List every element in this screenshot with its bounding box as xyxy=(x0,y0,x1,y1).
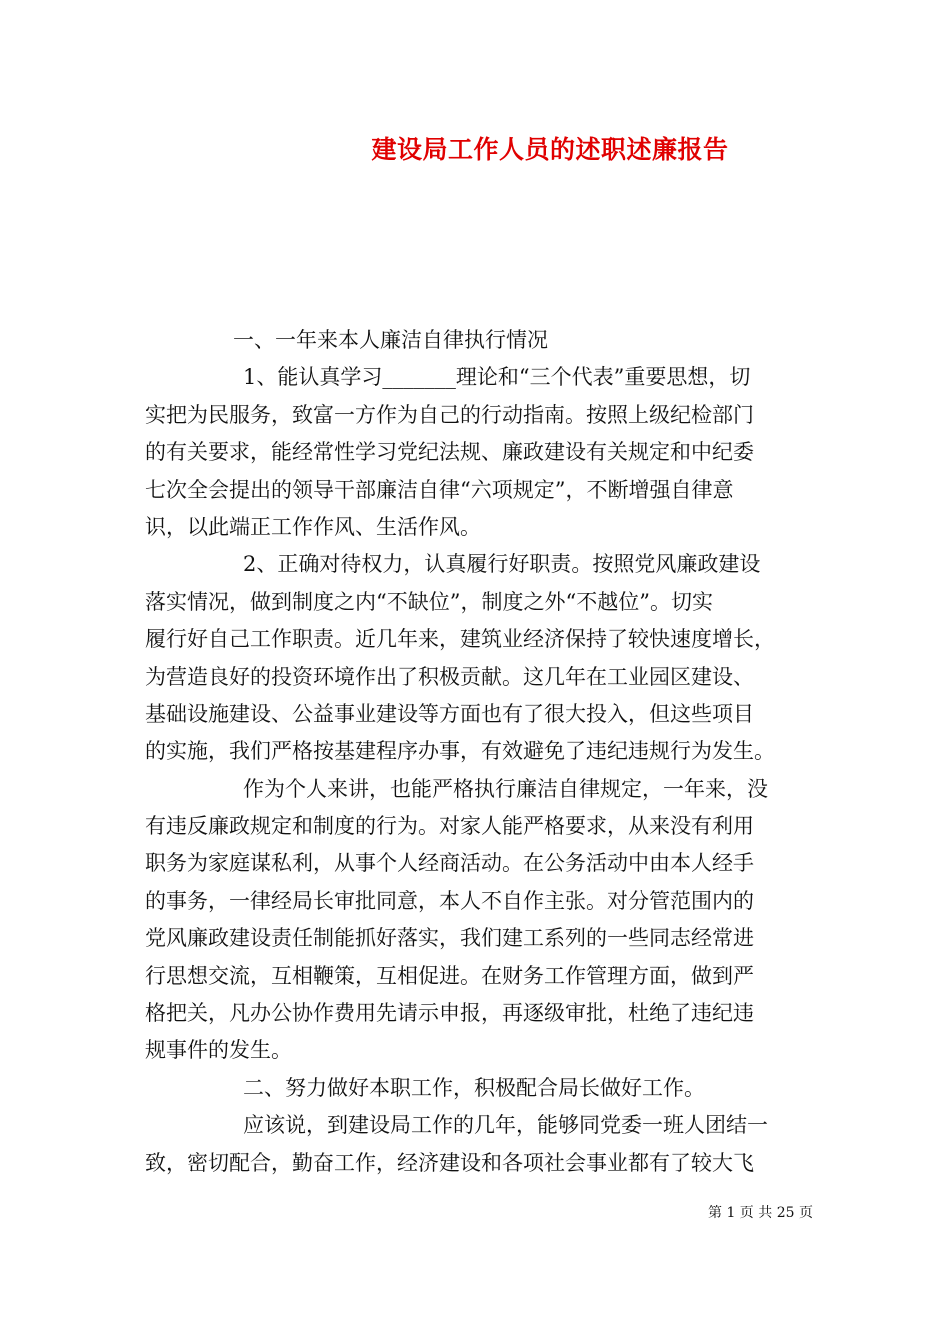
paragraph-line: 应该说，到建设局工作的几年，能够同党委一班人团结一 xyxy=(243,1113,768,1138)
page-number: 第 1 页 共 25 页 xyxy=(708,1205,813,1221)
document-title-text: 建设局工作人员的述职述廉报告 xyxy=(371,135,729,164)
paragraph-line: 规事件的发生。 xyxy=(145,1038,292,1063)
section-heading: 二、努力做好本职工作，积极配合局长做好工作。 xyxy=(243,1075,705,1100)
paragraph-line: 为营造良好的投资环境作出了积极贡献。这几年在工业园区建设、 xyxy=(145,664,754,689)
paragraph-line: 作为个人来讲，也能严格执行廉洁自律规定，一年来，没 xyxy=(243,776,768,801)
paragraph-line: 落实情况，做到制度之内“不缺位”，制度之外“不越位”。切实 xyxy=(145,589,713,614)
paragraph-line: 实把为民服务，致富一方作为自己的行动指南。按照上级纪检部门 xyxy=(145,402,754,427)
paragraph-line: 的事务，一律经局长审批同意，本人不自作主张。对分管范围内的 xyxy=(145,888,754,913)
paragraph-line: 1、能认真学习_______理论和“三个代表”重要思想，切 xyxy=(243,365,751,390)
paragraph-line: 的实施，我们严格按基建程序办事，有效避免了违纪违规行为发生。 xyxy=(145,739,775,764)
paragraph-line: 履行好自己工作职责。近几年来，建筑业经济保持了较快速度增长， xyxy=(145,627,775,652)
paragraph-line: 格把关，凡办公协作费用先请示申报，再逐级审批，杜绝了违纪违 xyxy=(145,1001,754,1026)
paragraph-line: 行思想交流，互相鞭策，互相促进。在财务工作管理方面，做到严 xyxy=(145,963,754,988)
paragraph-line: 党风廉政建设责任制能抓好落实，我们建工系列的一些同志经常进 xyxy=(145,926,754,951)
paragraph-line: 致，密切配合，勤奋工作，经济建设和各项社会事业都有了较大飞 xyxy=(145,1150,754,1175)
paragraph-line: 基础设施建设、公益事业建设等方面也有了很大投入，但这些项目 xyxy=(145,701,754,726)
paragraph-line: 职务为家庭谋私利，从事个人经商活动。在公务活动中由本人经手 xyxy=(145,851,754,876)
document-title xyxy=(0,132,950,168)
document-body xyxy=(145,322,810,1182)
paragraph-line: 七次全会提出的领导干部廉洁自律“六项规定”，不断增强自律意 xyxy=(145,477,734,502)
paragraph-line: 的有关要求，能经常性学习党纪法规、廉政建设有关规定和中纪委 xyxy=(145,440,754,465)
paragraph-line: 2、正确对待权力，认真履行好职责。按照党风廉政建设 xyxy=(243,552,761,577)
section-heading: 一、一年来本人廉洁自律执行情况 xyxy=(233,328,548,352)
paragraph-line: 有违反廉政规定和制度的行为。对家人能严格要求，从来没有利用 xyxy=(145,814,754,839)
paragraph-line: 识，以此端正工作作风、生活作风。 xyxy=(145,514,481,539)
